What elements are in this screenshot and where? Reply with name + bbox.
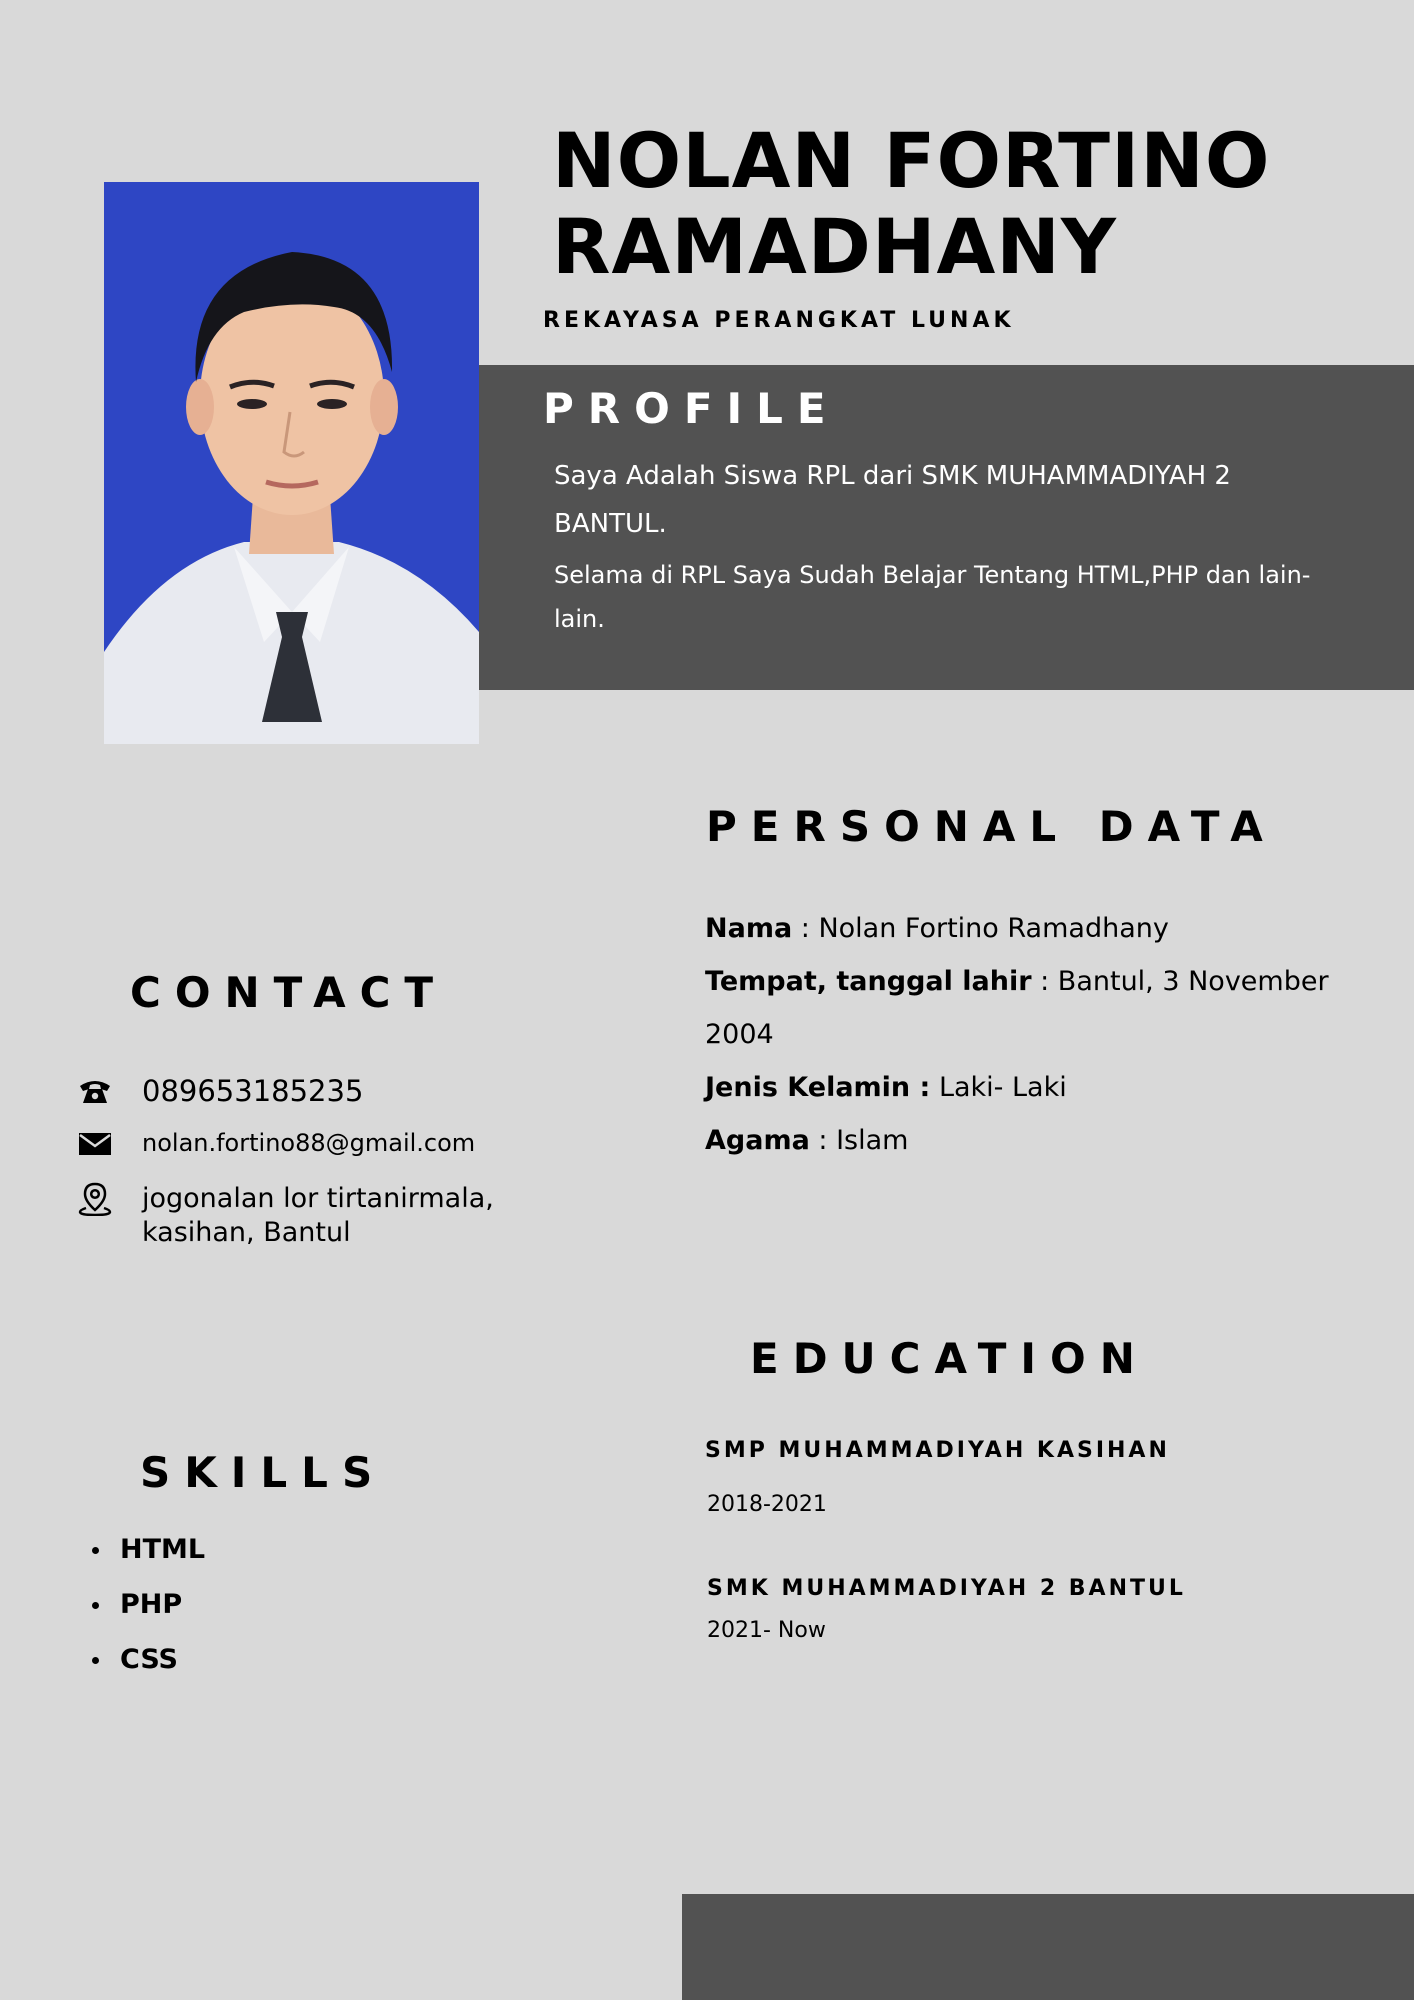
skills-list — [92, 1522, 205, 1687]
personal-data-value: Islam — [836, 1125, 909, 1156]
personal-data-separator: : — [809, 1125, 837, 1156]
education-years: 2018-2021 — [707, 1492, 827, 1517]
email-address[interactable]: nolan.fortino88@gmail.com — [142, 1129, 476, 1157]
personal-data-row — [705, 902, 1345, 955]
personal-data-value: Nolan Fortino Ramadhany — [818, 913, 1169, 944]
name-line-1: NOLAN FORTINO — [552, 116, 1271, 205]
profile-text-1: Saya Adalah Siswa RPL dari SMK MUHAMMADIYAH 2 BANTUL. — [554, 461, 1231, 539]
personal-data-separator — [930, 1072, 939, 1103]
personal-data-label: Jenis Kelamin : — [705, 1072, 931, 1103]
skill-item: CSS — [92, 1632, 205, 1687]
skill-item: PHP — [92, 1577, 205, 1632]
mail-icon — [78, 1126, 112, 1160]
location-pin-icon — [78, 1182, 112, 1216]
contact-email — [78, 1126, 518, 1160]
personal-data-label: Tempat, tanggal lahir — [705, 966, 1032, 997]
profile-heading: PROFILE — [543, 384, 840, 433]
job-subtitle: REKAYASA PERANGKAT LUNAK — [543, 308, 1015, 333]
personal-data-separator: : — [1031, 966, 1058, 997]
personal-data-row — [705, 955, 1345, 1061]
personal-data-separator: : — [792, 913, 819, 944]
education-school: SMK MUHAMMADIYAH 2 BANTUL — [707, 1576, 1186, 1601]
skills-heading: SKILLS — [140, 1448, 387, 1497]
contact-phone — [78, 1074, 518, 1108]
address-text: jogonalan lor tirtanirmala, kasihan, Bantul — [142, 1183, 494, 1248]
personal-data-value: Laki- Laki — [938, 1072, 1067, 1103]
personal-data-row — [705, 1114, 1345, 1167]
education-school: SMP MUHAMMADIYAH KASIHAN — [705, 1438, 1170, 1463]
personal-data-label: Agama — [705, 1125, 810, 1156]
contact-heading: CONTACT — [130, 968, 448, 1017]
skill-item: HTML — [92, 1522, 205, 1577]
education-heading: EDUCATION — [750, 1334, 1149, 1383]
education-years: 2021- Now — [707, 1618, 826, 1643]
footer-band — [682, 1894, 1414, 2000]
profile-text-2: Selama di RPL Saya Sudah Belajar Tentang HTML,PHP dan lain-lain. — [554, 561, 1311, 633]
personal-data-label: Nama — [705, 913, 793, 944]
personal-data-value: Bantul, 3 November 2004 — [705, 966, 1329, 1050]
personal-data-list — [705, 902, 1345, 1167]
contact-address — [78, 1182, 518, 1250]
personal-data-row — [705, 1061, 1345, 1114]
profile-photo — [104, 182, 479, 744]
phone-number[interactable]: 089653185235 — [142, 1074, 364, 1108]
full-name — [552, 118, 1372, 290]
phone-icon — [78, 1074, 112, 1108]
name-line-2: RAMADHANY — [552, 202, 1117, 291]
personal-data-heading: PERSONAL DATA — [706, 802, 1277, 851]
